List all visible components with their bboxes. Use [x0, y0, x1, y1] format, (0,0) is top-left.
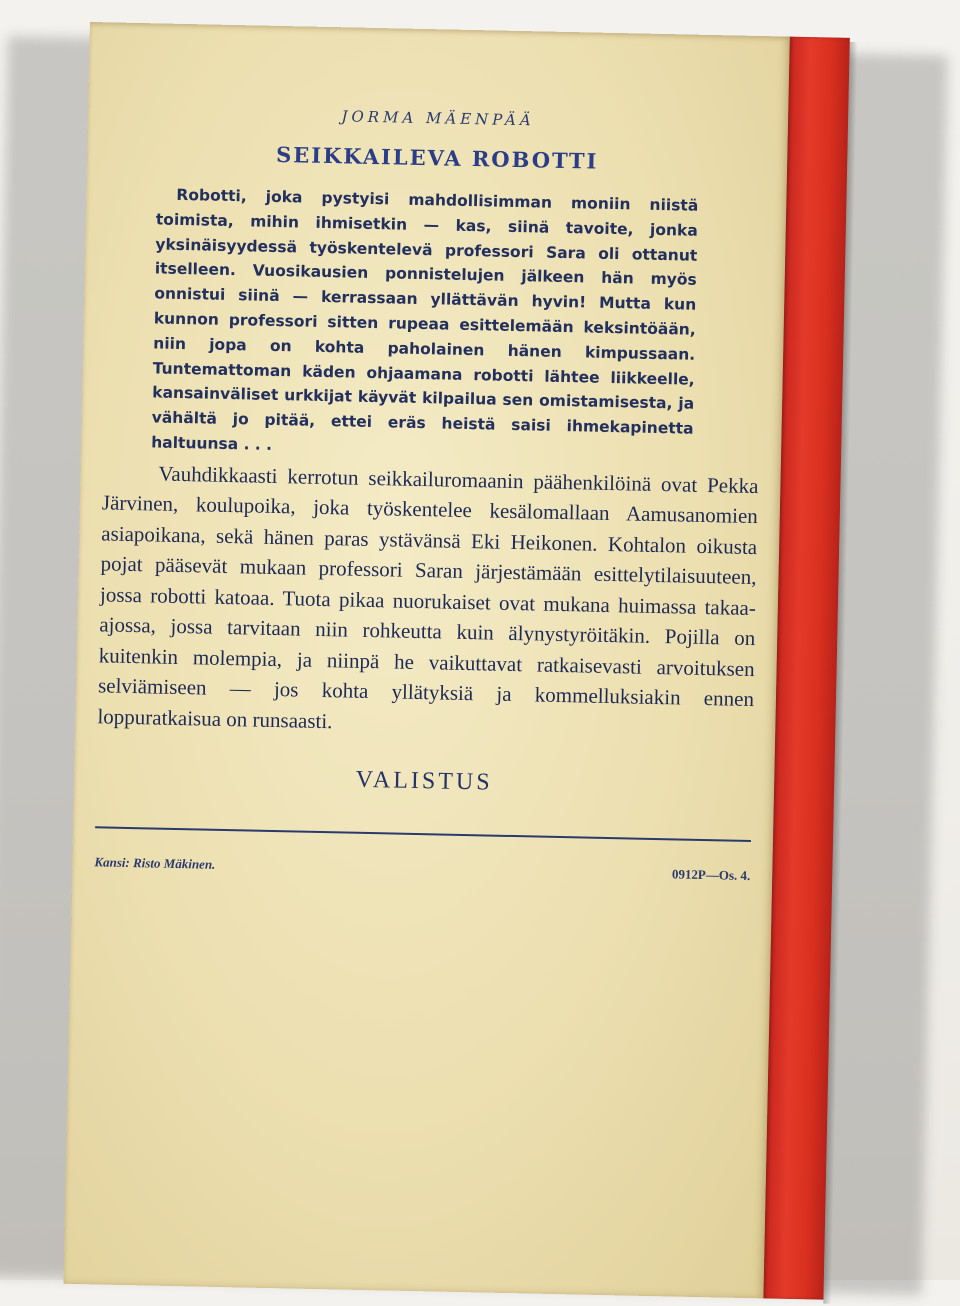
author-name: JORMA MÄENPÄÄ — [341, 107, 535, 130]
book — [64, 22, 960, 1302]
cover-footer — [94, 855, 750, 885]
catalog-code: 0912P—Os. 4. — [671, 866, 751, 884]
cover-credit: Kansi: Risto Mäkinen. — [94, 854, 216, 873]
blurb-paragraph-2: Vauhdikkaasti kerrotun seikkailuromaanin päähenkilöinä ovat Pekka Järvinen, koulupoika, joka työskentelee kesälomallaan Aamusanomien asiapoikana, sekä hänen paras ystävänsä Eki Heikonen. Kohtalon oikusta pojat pääsevät mukaan professori Saran järjestämään esittelytilaisuuteen, jossa robotti katoaa. Tuota pikaa nuorukaiset ovat mukana huimassa takaa-ajossa, jossa tarvitaan niin rohkeutta kuin älynystyröitäkin. Pojilla on kuitenkin molempia, ja niinpä he vaikuttavat ratkaisevasti arvoituksen selviämiseen — jos kohta yllätyksiä ja kommelluksiakin ennen loppuratkaisua on runsaasti. — [97, 461, 759, 733]
cover-text — [82, 102, 778, 884]
publisher-name: VALISTUS — [355, 766, 493, 796]
book-title: SEIKKAILEVA ROBOTTI — [275, 141, 599, 174]
blurb-paragraph-1: Robotti, joka pystyisi mahdollisimman moniin niistä toimista, mihin ihmisetkin — kas, siinä tavoite, jonka yksinäisyydessä työskentelevä professori Sara oli ottanut itselleen. Vuosikausien ponnistelujen jälkeen hän myös onnistui siinä — kerrassaan yllättävän hyvin! Mutta kun kunnon professori sitten rupeaa esittelemään keksintöään, niin jopa on kohta paholainen hänen kimpussaan. Tuntemattoman käden ohjaamana robotti lähtee liikkeelle, kansainväliset urkkijat käyvät kilpailua sen omistamisesta, ja vähältä jo pitää, ettei eräs heistä saisi ihmekapinetta haltuunsa . . . — [151, 185, 699, 454]
back-cover — [64, 22, 790, 1298]
divider-rule — [95, 827, 751, 843]
